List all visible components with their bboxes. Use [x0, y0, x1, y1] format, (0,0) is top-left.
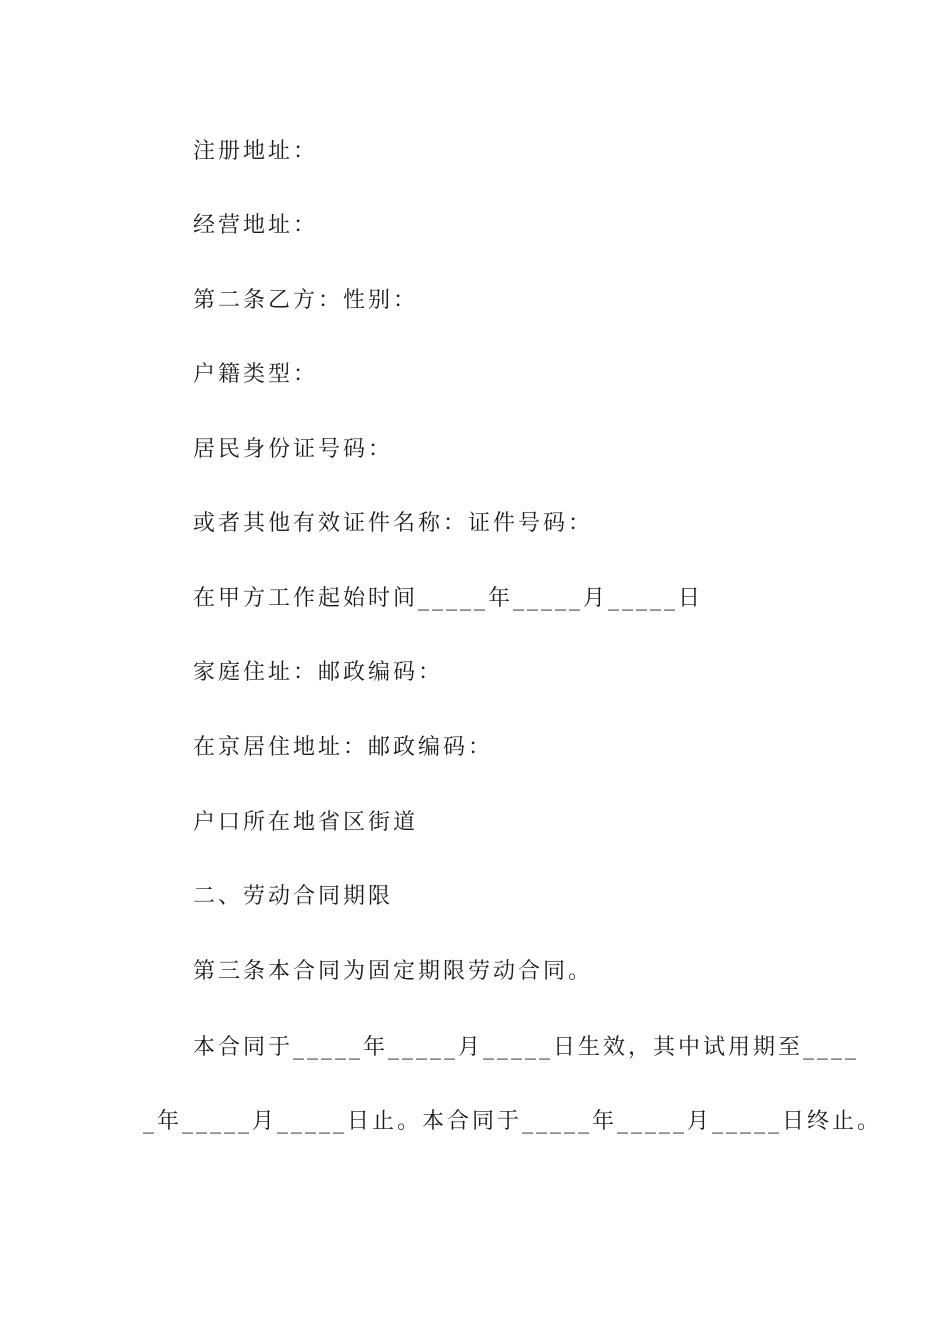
registered-address-line: 注册地址：	[193, 139, 319, 164]
id-number-line: 居民身份证号码：	[193, 437, 394, 462]
section-heading-contract-term: 二、劳动合同期限	[193, 884, 394, 909]
termination-date-line: _年_____月_____日止。本合同于_____年_____月_____日终止。	[143, 1109, 883, 1134]
party-b-gender-line: 第二条乙方：性别：	[193, 288, 419, 313]
effective-date-line: 本合同于_____年_____月_____日生效，其中试用期至____	[193, 1035, 860, 1060]
hukou-location-line: 户口所在地省区街道	[193, 810, 419, 835]
business-address-line: 经营地址：	[193, 213, 319, 238]
household-type-line: 户籍类型：	[193, 362, 319, 387]
home-address-line: 家庭住址：邮政编码：	[193, 660, 444, 685]
article-three-line: 第三条本合同为固定期限劳动合同。	[193, 959, 594, 984]
beijing-address-line: 在京居住地址：邮政编码：	[193, 735, 494, 760]
other-id-line: 或者其他有效证件名称：证件号码：	[193, 511, 594, 536]
start-date-line: 在甲方工作起始时间_____年_____月_____日	[193, 586, 704, 611]
